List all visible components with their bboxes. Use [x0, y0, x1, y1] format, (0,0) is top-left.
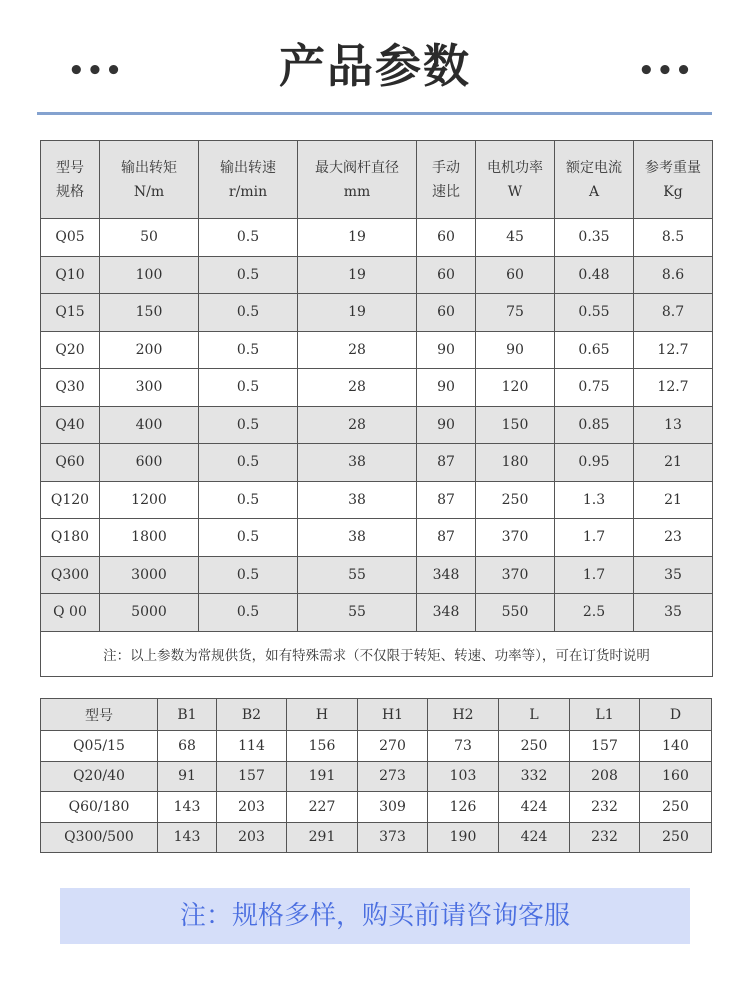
table-cell: 103	[428, 761, 499, 792]
table-cell: 270	[358, 731, 428, 762]
table-cell: Q300/500	[41, 822, 158, 853]
table-cell: 600	[100, 444, 199, 482]
spec-note-row	[41, 631, 713, 676]
table-cell: 0.5	[199, 219, 298, 257]
table-cell: 208	[570, 761, 640, 792]
table-cell: 8.7	[634, 294, 713, 332]
header-cell: 手动 速比	[417, 141, 476, 219]
table-cell: 0.5	[199, 556, 298, 594]
table-row	[41, 792, 712, 823]
table-cell: Q60	[41, 444, 100, 482]
table-cell: 200	[100, 331, 199, 369]
table-cell: 21	[634, 481, 713, 519]
table-row	[41, 556, 713, 594]
table-cell: 1200	[100, 481, 199, 519]
table-cell: Q300	[41, 556, 100, 594]
dots-decoration-right: •••	[638, 56, 694, 86]
table-row	[41, 481, 713, 519]
table-cell: 150	[476, 406, 555, 444]
table-cell: 300	[100, 369, 199, 407]
table-cell: 120	[476, 369, 555, 407]
table-cell: 35	[634, 556, 713, 594]
table-row	[41, 294, 713, 332]
table-cell: 0.5	[199, 369, 298, 407]
table-cell: 0.5	[199, 294, 298, 332]
header-cell: B1	[158, 699, 217, 731]
table-cell: 2.5	[555, 594, 634, 632]
table-cell: 90	[417, 369, 476, 407]
spec-note: 注：以上参数为常规供货，如有特殊需求（不仅限于转矩、转速、功率等），可在订货时说明	[41, 631, 713, 676]
table-row	[41, 406, 713, 444]
header-cell: L1	[570, 699, 640, 731]
page-title: 产品参数	[279, 39, 471, 93]
table-cell: 348	[417, 556, 476, 594]
dimension-table	[40, 698, 712, 853]
table-cell: 3000	[100, 556, 199, 594]
section-header	[0, 0, 750, 120]
header-cell: H2	[428, 699, 499, 731]
table-cell: 370	[476, 519, 555, 557]
table-cell: Q40	[41, 406, 100, 444]
table-row	[41, 256, 713, 294]
table-cell: 1.7	[555, 556, 634, 594]
table-cell: 0.95	[555, 444, 634, 482]
table-cell: 203	[217, 792, 287, 823]
spec-table-header	[41, 141, 713, 219]
table-cell: 0.55	[555, 294, 634, 332]
table-cell: 38	[298, 481, 417, 519]
table-cell: 28	[298, 369, 417, 407]
table-cell: 45	[476, 219, 555, 257]
table-row	[41, 369, 713, 407]
header-cell: B2	[217, 699, 287, 731]
header-cell: 参考重量 Kg	[634, 141, 713, 219]
table-cell: Q60/180	[41, 792, 158, 823]
table-cell: 5000	[100, 594, 199, 632]
dots-decoration-left: •••	[68, 56, 124, 86]
table-cell: 19	[298, 219, 417, 257]
table-cell: 21	[634, 444, 713, 482]
table-cell: 291	[287, 822, 358, 853]
table-cell: 203	[217, 822, 287, 853]
table-cell: 0.5	[199, 594, 298, 632]
table-cell: 28	[298, 331, 417, 369]
table-cell: 60	[417, 256, 476, 294]
table-cell: 50	[100, 219, 199, 257]
table-cell: Q10	[41, 256, 100, 294]
table-cell: 68	[158, 731, 217, 762]
table-cell: 191	[287, 761, 358, 792]
table-cell: 60	[476, 256, 555, 294]
table-cell: 250	[476, 481, 555, 519]
table-cell: 0.65	[555, 331, 634, 369]
table-cell: 90	[417, 406, 476, 444]
header-cell: H1	[358, 699, 428, 731]
table-cell: 75	[476, 294, 555, 332]
table-cell: 38	[298, 519, 417, 557]
table-row	[41, 731, 712, 762]
table-cell: 0.5	[199, 406, 298, 444]
table-cell: Q05	[41, 219, 100, 257]
table-cell: 1.7	[555, 519, 634, 557]
table-cell: Q20/40	[41, 761, 158, 792]
table-cell: 0.5	[199, 519, 298, 557]
table-row	[41, 822, 712, 853]
table-cell: 227	[287, 792, 358, 823]
table-cell: 0.48	[555, 256, 634, 294]
table-cell: 400	[100, 406, 199, 444]
table-cell: 1.3	[555, 481, 634, 519]
table-cell: 250	[640, 822, 712, 853]
table-cell: Q180	[41, 519, 100, 557]
header-cell: 型号 规格	[41, 141, 100, 219]
header-cell: 电机功率 W	[476, 141, 555, 219]
table-cell: 424	[499, 792, 570, 823]
table-cell: Q 00	[41, 594, 100, 632]
table-cell: 126	[428, 792, 499, 823]
table-cell: 157	[570, 731, 640, 762]
table-cell: 23	[634, 519, 713, 557]
table-cell: 73	[428, 731, 499, 762]
table-row	[41, 444, 713, 482]
table-cell: 157	[217, 761, 287, 792]
table-cell: 424	[499, 822, 570, 853]
table-cell: 0.5	[199, 481, 298, 519]
table-cell: 87	[417, 481, 476, 519]
table-cell: 100	[100, 256, 199, 294]
table-cell: 373	[358, 822, 428, 853]
table-cell: Q120	[41, 481, 100, 519]
table-cell: 0.5	[199, 256, 298, 294]
header-cell: 输出转矩 N/m	[100, 141, 199, 219]
header-cell: 最大阀杆直径 mm	[298, 141, 417, 219]
table-cell: 13	[634, 406, 713, 444]
table-cell: 35	[634, 594, 713, 632]
table-row	[41, 519, 713, 557]
table-cell: 232	[570, 822, 640, 853]
table-cell: Q20	[41, 331, 100, 369]
table-row	[41, 761, 712, 792]
table-cell: 12.7	[634, 369, 713, 407]
table-cell: 19	[298, 256, 417, 294]
table-cell: 55	[298, 594, 417, 632]
table-cell: 140	[640, 731, 712, 762]
title-divider	[37, 112, 712, 115]
table-cell: 156	[287, 731, 358, 762]
header-cell: 输出转速 r/min	[199, 141, 298, 219]
table-cell: 250	[499, 731, 570, 762]
table-cell: 143	[158, 792, 217, 823]
table-cell: 114	[217, 731, 287, 762]
table-cell: 87	[417, 444, 476, 482]
table-cell: 0.5	[199, 444, 298, 482]
table-cell: 370	[476, 556, 555, 594]
table-cell: 143	[158, 822, 217, 853]
table-cell: Q30	[41, 369, 100, 407]
table-cell: 232	[570, 792, 640, 823]
table-cell: 90	[476, 331, 555, 369]
table-cell: 0.85	[555, 406, 634, 444]
header-cell: H	[287, 699, 358, 731]
table-cell: 60	[417, 219, 476, 257]
table-cell: 550	[476, 594, 555, 632]
table-row	[41, 331, 713, 369]
spec-table	[40, 140, 713, 677]
table-cell: Q05/15	[41, 731, 158, 762]
table-cell: 91	[158, 761, 217, 792]
header-cell: D	[640, 699, 712, 731]
table-cell: 273	[358, 761, 428, 792]
table-cell: 8.5	[634, 219, 713, 257]
table-cell: 250	[640, 792, 712, 823]
dimension-table-header	[41, 699, 712, 731]
table-cell: 55	[298, 556, 417, 594]
table-cell: 19	[298, 294, 417, 332]
table-cell: 28	[298, 406, 417, 444]
table-cell: 38	[298, 444, 417, 482]
table-cell: 0.35	[555, 219, 634, 257]
table-cell: 60	[417, 294, 476, 332]
table-cell: 309	[358, 792, 428, 823]
table-cell: 8.6	[634, 256, 713, 294]
table-cell: 12.7	[634, 331, 713, 369]
consult-banner: 注：规格多样，购买前请咨询客服	[60, 888, 690, 944]
table-row	[41, 219, 713, 257]
table-cell: 1800	[100, 519, 199, 557]
table-cell: 332	[499, 761, 570, 792]
header-cell: L	[499, 699, 570, 731]
table-cell: 90	[417, 331, 476, 369]
table-cell: 150	[100, 294, 199, 332]
header-cell: 额定电流 A	[555, 141, 634, 219]
table-row	[41, 594, 713, 632]
table-cell: 0.5	[199, 331, 298, 369]
table-cell: 0.75	[555, 369, 634, 407]
table-cell: 348	[417, 594, 476, 632]
table-cell: Q15	[41, 294, 100, 332]
header-cell: 型号	[41, 699, 158, 731]
table-cell: 160	[640, 761, 712, 792]
table-cell: 190	[428, 822, 499, 853]
table-cell: 180	[476, 444, 555, 482]
table-cell: 87	[417, 519, 476, 557]
